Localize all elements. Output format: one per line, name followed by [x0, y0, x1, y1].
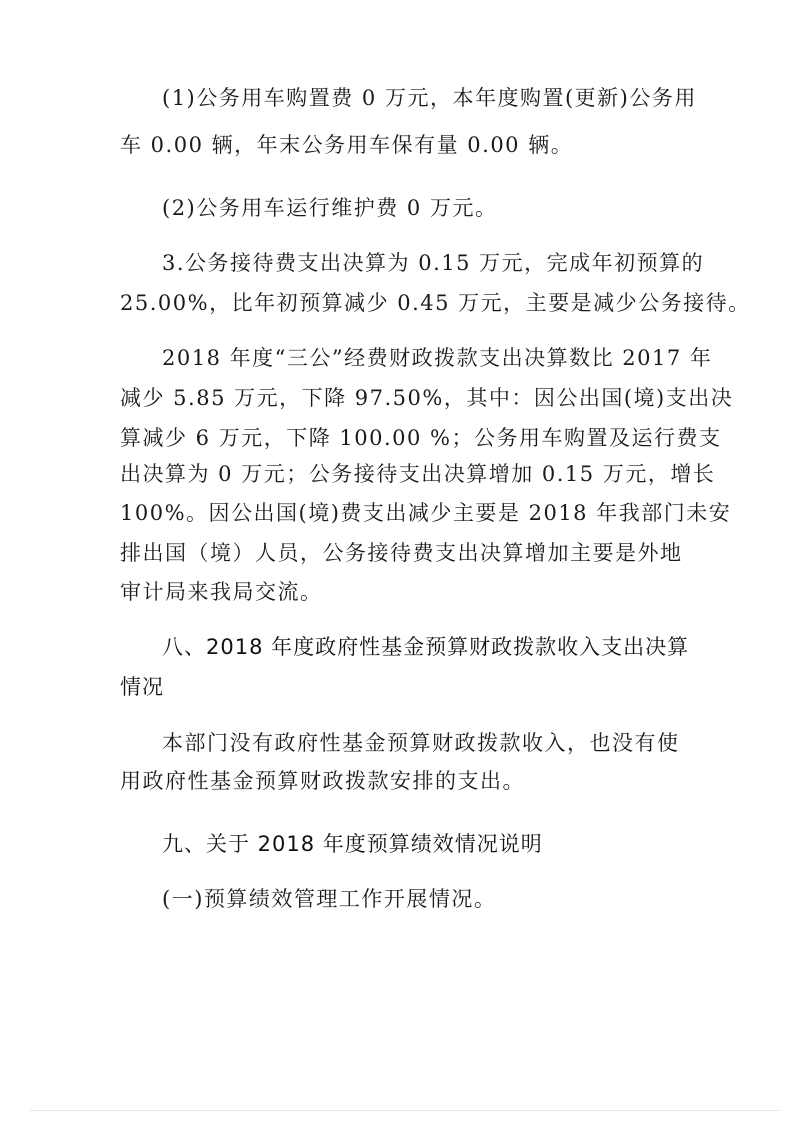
paragraph-line: 减少 5.85 万元，下降 97.50%，其中：因公出国(境)支出决: [120, 386, 734, 410]
paragraph-line: 审计局来我局交流。: [120, 580, 323, 604]
paragraph-line: 3.公务接待费支出决算为 0.15 万元，完成年初预算的: [162, 251, 705, 275]
paragraph-line: 本部门没有政府性基金预算财政拨款收入，也没有使: [162, 731, 680, 755]
paragraph-line: 100%。因公出国(境)费支出减少主要是 2018 年我部门未安: [120, 501, 732, 525]
paragraph-line: 用政府性基金预算财政拨款安排的支出。: [120, 769, 525, 793]
paragraph-line: 算减少 6 万元，下降 100.00 %；公务用车购置及运行费支: [120, 426, 722, 450]
paragraph-line: 25.00%，比年初预算减少 0.45 万元，主要是减少公务接待。: [120, 291, 751, 315]
page-edge-line: [30, 1110, 780, 1111]
section-heading: 九、关于 2018 年度预算绩效情况说明: [162, 832, 543, 856]
paragraph-line: (2)公务用车运行维护费 0 万元。: [162, 196, 498, 220]
paragraph-line: 车 0.00 辆，年末公务用车保有量 0.00 辆。: [120, 133, 574, 157]
section-heading: 情况: [120, 675, 164, 699]
paragraph-line: 出决算为 0 万元；公务接待支出决算增加 0.15 万元，增长: [120, 462, 716, 486]
paragraph-line: 2018 年度“三公”经费财政拨款支出决算数比 2017 年: [162, 346, 713, 370]
paragraph-line: (一)预算绩效管理工作开展情况。: [162, 887, 497, 911]
section-heading: 八、2018 年度政府性基金预算财政拨款收入支出决算: [162, 635, 690, 659]
paragraph-line: (1)公务用车购置费 0 万元，本年度购置(更新)公务用: [162, 86, 697, 110]
paragraph-line: 排出国（境）人员，公务接待费支出决算增加主要是外地: [120, 541, 683, 565]
